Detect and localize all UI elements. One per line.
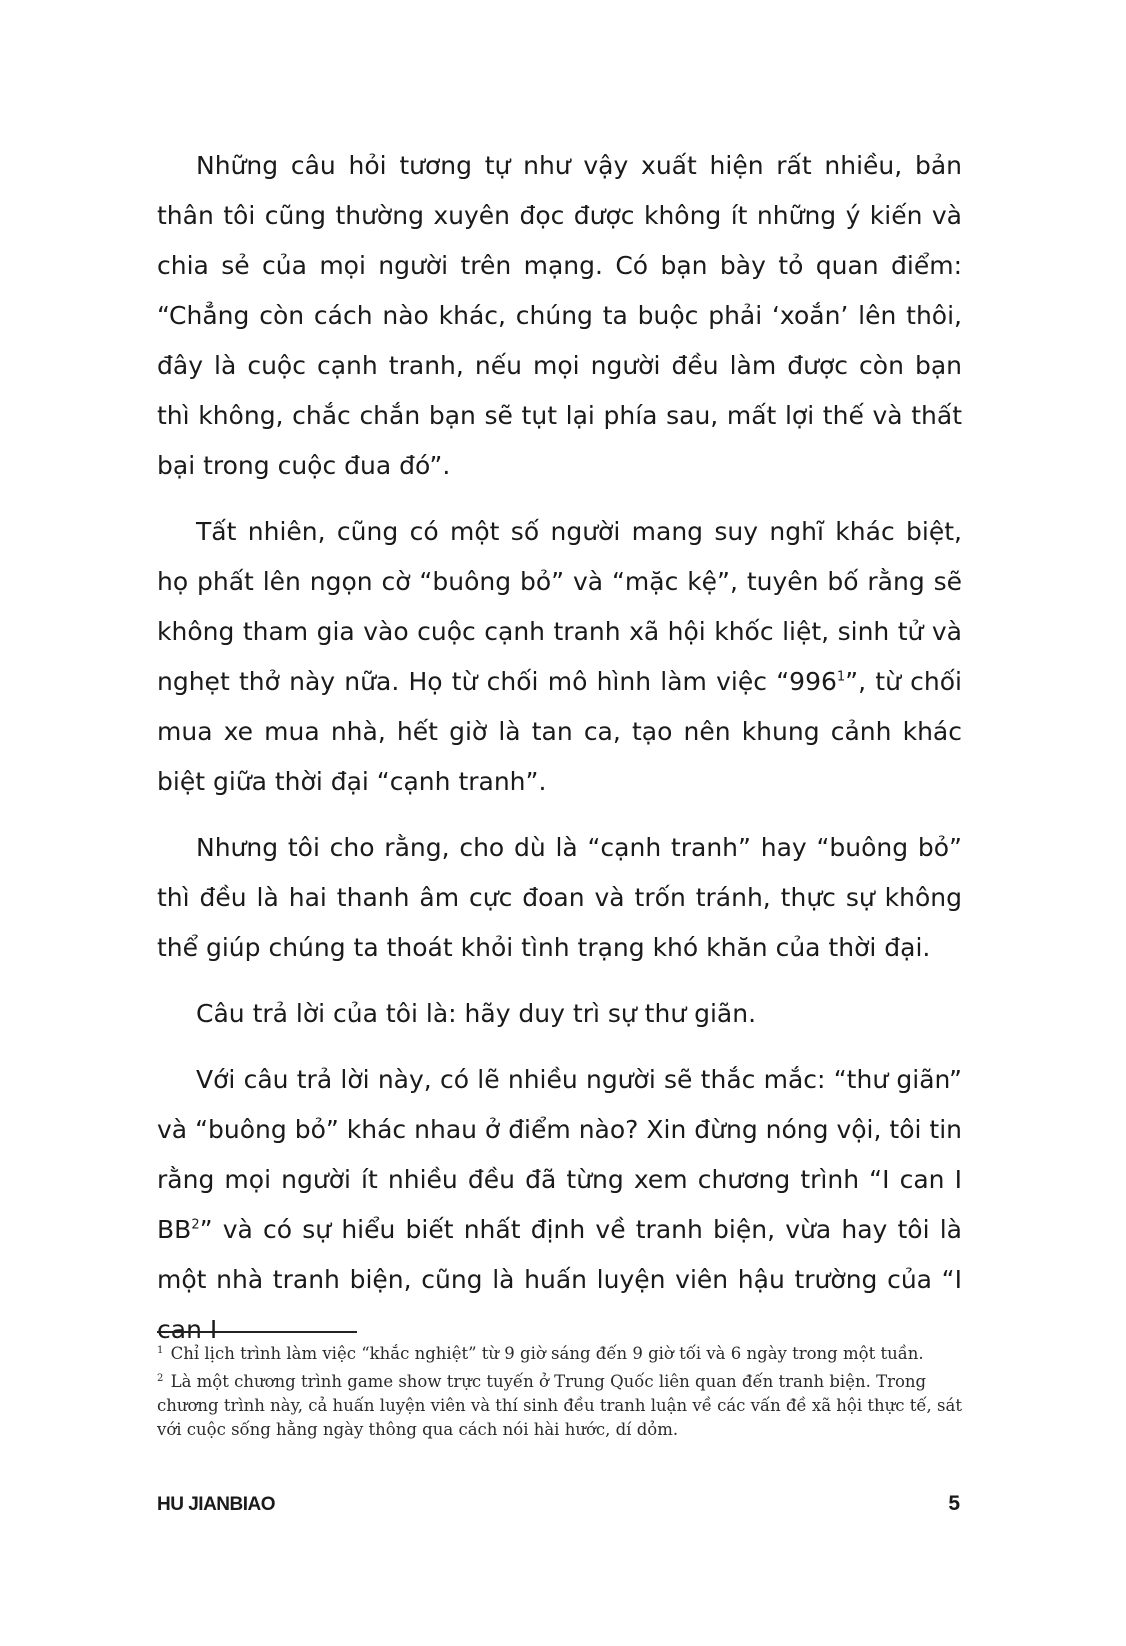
footnote-2-text: Là một chương trình game show trực tuyến ở Trung Quốc liên quan đến tranh biện. Trong chương trình này, cả huấn luyện viên và thí sinh đều tranh luận về các vấn đề xã hội thực tế, sát với cuộc sống hằng ngày thông qua cách nói hài hước, dí dỏm. bbox=[157, 1372, 962, 1439]
running-footer-author: HU JIANBIAO bbox=[157, 1494, 276, 1515]
footnote-1-mark: 1 bbox=[157, 1344, 164, 1356]
footnote-ref-2: 2 bbox=[191, 1217, 200, 1233]
footnote-divider bbox=[157, 1331, 357, 1333]
paragraph-2 bbox=[157, 507, 962, 807]
footnote-1 bbox=[157, 1342, 962, 1366]
paragraph-5 bbox=[157, 1055, 962, 1355]
paragraph-1: Những câu hỏi tương tự như vậy xuất hiện rất nhiều, bản thân tôi cũng thường xuyên đọc được không ít những ý kiến và chia sẻ của mọi người trên mạng. Có bạn bày tỏ quan điểm: “Chẳng còn cách nào khác, chúng ta buộc phải ‘xoắn’ lên thôi, đây là cuộc cạnh tranh, nếu mọi người đều làm được còn bạn thì không, chắc chắn bạn sẽ tụt lại phía sau, mất lợi thế và thất bại trong cuộc đua đó”. bbox=[157, 151, 962, 480]
page-number: 5 bbox=[948, 1492, 960, 1515]
footnote-ref-1: 1 bbox=[836, 669, 846, 685]
paragraph-5-text-after: ” và có sự hiểu biết nhất định về tranh biện, vừa hay tôi là một nhà tranh biện, cũng là huấn luyện viên hậu trường của “I can I bbox=[157, 1215, 962, 1344]
footnotes bbox=[157, 1342, 962, 1446]
footnote-1-text: Chỉ lịch trình làm việc “khắc nghiệt” từ 9 giờ sáng đến 9 giờ tối và 6 ngày trong một tuần. bbox=[170, 1344, 924, 1363]
paragraph-2-text-before: Tất nhiên, cũng có một số người mang suy nghĩ khác biệt, họ phất lên ngọn cờ “buông bỏ” và “mặc kệ”, tuyên bố rằng sẽ không tham gia vào cuộc cạnh tranh xã hội khốc liệt, sinh tử và nghẹt thở này nữa. Họ từ chối mô hình làm việc “996 bbox=[157, 517, 962, 696]
footnote-2 bbox=[157, 1370, 962, 1442]
footnote-2-mark: 2 bbox=[157, 1372, 164, 1384]
paragraph-3: Nhưng tôi cho rằng, cho dù là “cạnh tranh” hay “buông bỏ” thì đều là hai thanh âm cực đoan và trốn tránh, thực sự không thể giúp chúng ta thoát khỏi tình trạng khó khăn của thời đại. bbox=[157, 833, 962, 962]
paragraph-4: Câu trả lời của tôi là: hãy duy trì sự thư giãn. bbox=[196, 999, 757, 1028]
body-text bbox=[157, 141, 962, 1371]
paragraph-5-text-before: Với câu trả lời này, có lẽ nhiều người sẽ thắc mắc: “thư giãn” và “buông bỏ” khác nhau ở điểm nào? Xin đừng nóng vội, tôi tin rằng mọi người ít nhiều đều đã từng xem chương trình “I can I BB bbox=[157, 1065, 962, 1244]
paragraph-2-text-after: ”, từ chối mua xe mua nhà, hết giờ là tan ca, tạo nên khung cảnh khác biệt giữa thời đại “cạnh tranh”. bbox=[157, 667, 962, 796]
